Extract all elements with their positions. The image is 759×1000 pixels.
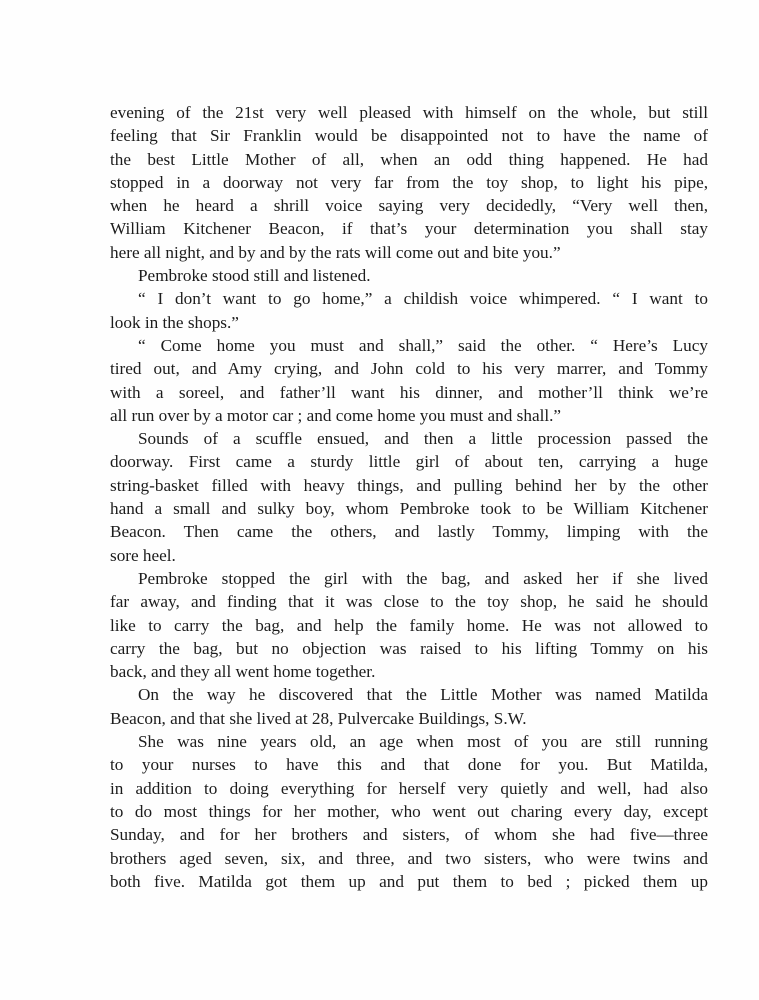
text-line: Beacon, and that she lived at 28, Pulvercake Buildings, S.W.: [110, 708, 527, 728]
text-line: in addition to doing everything for herself very quietly and well, had also: [110, 778, 708, 798]
text-line: Sounds of a scuffle ensued, and then a little procession passed the: [138, 429, 708, 449]
text-line: Beacon. Then came the others, and lastly Tommy, limping with the: [110, 522, 708, 542]
text-line: She was nine years old, an age when most of you are still running: [138, 732, 708, 752]
text-line: William Kitchener Beacon, if that’s your determination you shall stay: [110, 219, 708, 239]
text-line: evening of the 21st very well pleased with himself on the whole, but still: [110, 103, 708, 122]
text-line: “ Come home you must and shall,” said the other. “ Here’s Lucy: [138, 335, 708, 355]
text-line: when he heard a shrill voice saying very decidedly, “Very well then,: [110, 196, 708, 216]
text-line: far away, and finding that it was close to the toy shop, he said he should: [110, 592, 708, 612]
text-line: with a soreel, and father’ll want his dinner, and mother’ll think we’re: [110, 382, 708, 402]
page-body-text: [110, 101, 708, 893]
text-line: On the way he discovered that the Little Mother was named Matilda: [138, 685, 708, 705]
text-line: here all night, and by and by the rats will come out and bite you.”: [110, 242, 561, 262]
text-line: doorway. First came a sturdy little girl of about ten, carrying a huge: [110, 452, 708, 472]
text-line: hand a small and sulky boy, whom Pembroke took to be William Kitchener: [110, 499, 708, 519]
text-line: the best Little Mother of all, when an odd thing happened. He had: [110, 149, 708, 169]
text-line: like to carry the bag, and help the family home. He was not allowed to: [110, 615, 708, 635]
text-line: back, and they all went home together.: [110, 662, 376, 682]
text-line: tired out, and Amy crying, and John cold to his very marrer, and Tommy: [110, 359, 708, 379]
text-line: Pembroke stopped the girl with the bag, and asked her if she lived: [138, 568, 708, 588]
text-line: to do most things for her mother, who went out charing every day, except: [110, 801, 708, 821]
text-line: carry the bag, but no objection was raised to his lifting Tommy on his: [110, 638, 708, 658]
text-line: sore heel.: [110, 545, 176, 565]
text-line: feeling that Sir Franklin would be disappointed not to have the name of: [110, 126, 708, 146]
text-line: Sunday, and for her brothers and sisters, of whom she had five—three: [110, 825, 708, 845]
text-line: stopped in a doorway not very far from the toy shop, to light his pipe,: [110, 172, 708, 192]
text-line: both five. Matilda got them up and put them to bed ; picked them up: [110, 871, 708, 891]
text-line: “ I don’t want to go home,” a childish voice whimpered. “ I want to: [138, 289, 708, 309]
text-line: to your nurses to have this and that done for you. But Matilda,: [110, 755, 708, 775]
text-line: all run over by a motor car ; and come home you must and shall.”: [110, 405, 562, 425]
text-line: Pembroke stood still and listened.: [138, 266, 371, 286]
text-line: brothers aged seven, six, and three, and two sisters, who were twins and: [110, 848, 708, 868]
text-line: string-basket filled with heavy things, and pulling behind her by the other: [110, 475, 708, 495]
text-line: look in the shops.”: [110, 312, 239, 332]
